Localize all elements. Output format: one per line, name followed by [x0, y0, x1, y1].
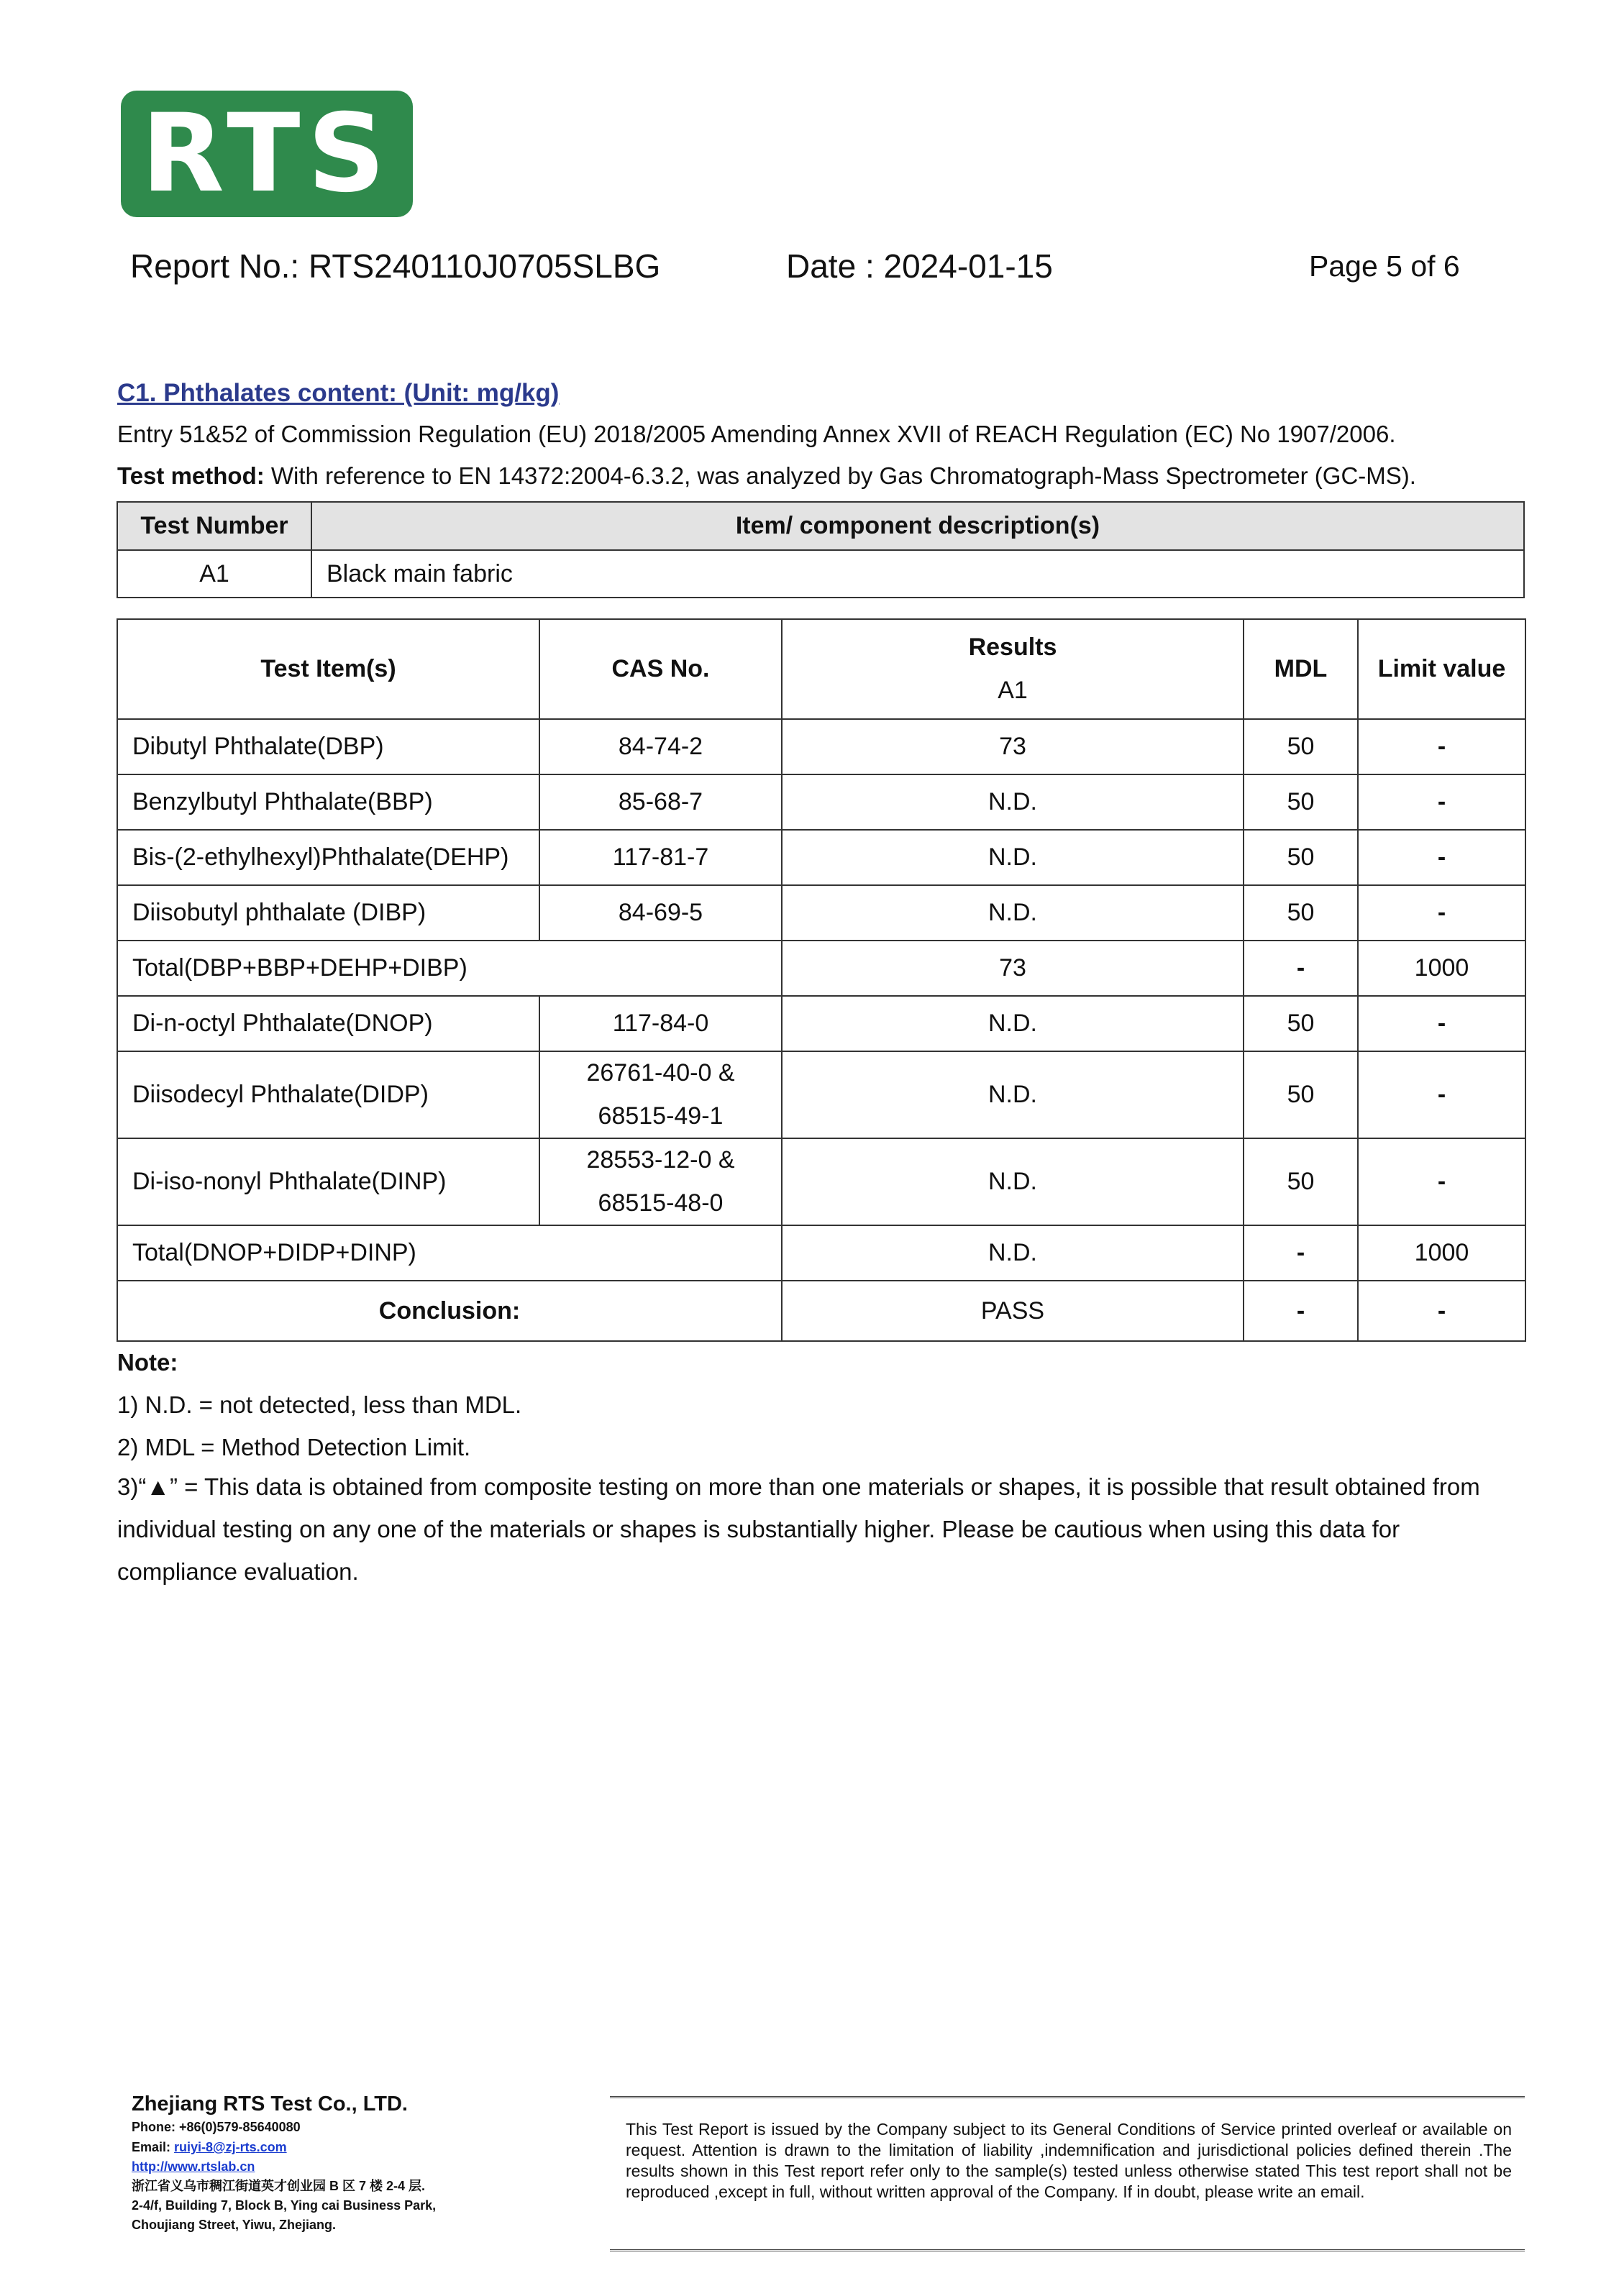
cas-no-line: 26761-40-0 & [586, 1059, 735, 1087]
cas-no: 84-74-2 [539, 719, 782, 774]
result-value: N.D. [782, 885, 1244, 941]
conclusion-mdl: - [1244, 1281, 1358, 1341]
cas-no: 117-81-7 [539, 830, 782, 885]
cas-no-line: 28553-12-0 & [586, 1146, 735, 1174]
cas-no-line: 68515-48-0 [598, 1189, 724, 1217]
result-value: N.D. [782, 996, 1244, 1051]
table-row [117, 1225, 1525, 1281]
page-number: Page 5 of 6 [1309, 250, 1460, 283]
test-item: Diisodecyl Phthalate(DIDP) [117, 1051, 539, 1138]
result-value: N.D. [782, 774, 1244, 830]
conclusion-result: PASS [782, 1281, 1244, 1341]
cas-no: 85-68-7 [539, 774, 782, 830]
cas-no: 117-84-0 [539, 996, 782, 1051]
mdl-value: 50 [1244, 885, 1358, 941]
header-cas-no: CAS No. [539, 619, 782, 719]
cas-no [539, 1138, 782, 1225]
footer-website-link[interactable]: http://www.rtslab.cn [132, 2159, 255, 2174]
results-table [117, 618, 1526, 1342]
report-date: Date : 2024-01-15 [786, 247, 1053, 285]
table-row [117, 550, 1524, 598]
result-value: N.D. [782, 1138, 1244, 1225]
note-2: 2) MDL = Method Detection Limit. [117, 1434, 471, 1460]
mdl-value: - [1244, 1225, 1358, 1281]
conclusion-limit: - [1358, 1281, 1525, 1341]
limit-value: 1000 [1358, 941, 1525, 996]
logo-text: RTS [141, 91, 393, 216]
limit-value: - [1358, 1051, 1525, 1138]
table-row [117, 719, 1525, 774]
mdl-value: 50 [1244, 1138, 1358, 1225]
header-results-sample: A1 [998, 676, 1028, 704]
result-value: 73 [782, 941, 1244, 996]
footer-divider-bottom [610, 2249, 1525, 2251]
sample-table-header [117, 502, 1524, 550]
limit-value: - [1358, 996, 1525, 1051]
test-item-total: Total(DNOP+DIDP+DINP) [117, 1225, 782, 1281]
test-item: Dibutyl Phthalate(DBP) [117, 719, 539, 774]
test-item: Diisobutyl phthalate (DIBP) [117, 885, 539, 941]
mdl-value: 50 [1244, 774, 1358, 830]
footer-address-cn: 浙江省义乌市稠江街道英才创业园 B 区 7 楼 2-4 层. [132, 2179, 426, 2193]
table-row [117, 774, 1525, 830]
header-item-description: Item/ component description(s) [311, 502, 1524, 550]
header-results-label: Results [968, 634, 1057, 661]
footer-disclaimer: This Test Report is issued by the Company subject to its General Conditions of Service printed overleaf or available on request. Attention is drawn to the limitation of liability ,indemnification and jurisdictional policies defined therein .The results shown in this Test report refer only to the sample(s) tested unless otherwise stated This test report shall not be reproduced ,except in full, without written approval of the Company. If in doubt, please write an email. [626, 2120, 1512, 2201]
note-3: 3)“▲” = This data is obtained from composite testing on more than one materials or shapes, it is possible that result obtained from individual testing on any one of the materials or shapes is substantially higher. Please be cautious when using this data for compliance evaluation. [117, 1473, 1480, 1585]
results-table-header [117, 619, 1525, 719]
test-item: Di-iso-nonyl Phthalate(DINP) [117, 1138, 539, 1225]
header-limit-value: Limit value [1358, 619, 1525, 719]
footer-email-line [132, 2141, 287, 2154]
mdl-value: 50 [1244, 719, 1358, 774]
table-row [117, 1138, 1525, 1225]
limit-value: - [1358, 830, 1525, 885]
cas-no [539, 1051, 782, 1138]
mdl-value: 50 [1244, 996, 1358, 1051]
limit-value: - [1358, 885, 1525, 941]
table-row [117, 885, 1525, 941]
conclusion-row [117, 1281, 1525, 1341]
sample-table [117, 501, 1525, 598]
test-item-total: Total(DBP+BBP+DEHP+DIBP) [117, 941, 782, 996]
footer-email-link[interactable]: ruiyi-8@zj-rts.com [174, 2140, 287, 2154]
table-row [117, 1051, 1525, 1138]
footer-address-line2: Choujiang Street, Yiwu, Zhejiang. [132, 2218, 337, 2232]
test-item: Di-n-octyl Phthalate(DNOP) [117, 996, 539, 1051]
footer-email-label: Email: [132, 2140, 175, 2154]
footer-address-line1: 2-4/f, Building 7, Block B, Ying cai Business Park, [132, 2198, 437, 2213]
test-method [117, 462, 1416, 490]
footer-company-name: Zhejiang RTS Test Co., LTD. [132, 2093, 408, 2116]
notes-title: Note: [117, 1349, 178, 1376]
section-title: C1. Phthalates content: (Unit: mg/kg) [117, 379, 560, 407]
limit-value: - [1358, 1138, 1525, 1225]
result-value: N.D. [782, 1051, 1244, 1138]
header-mdl: MDL [1244, 619, 1358, 719]
result-value: N.D. [782, 1225, 1244, 1281]
footer-phone: Phone: +86(0)579-85640080 [132, 2120, 301, 2134]
footer-divider-top [610, 2096, 1525, 2098]
cas-no-line: 68515-49-1 [598, 1102, 724, 1130]
cas-no: 84-69-5 [539, 885, 782, 941]
mdl-value: 50 [1244, 1051, 1358, 1138]
header-test-item: Test Item(s) [117, 619, 539, 719]
sample-test-number: A1 [117, 550, 311, 598]
header-test-number: Test Number [117, 502, 311, 550]
table-row [117, 830, 1525, 885]
mdl-value: - [1244, 941, 1358, 996]
result-value: 73 [782, 719, 1244, 774]
company-logo [121, 91, 413, 217]
limit-value: - [1358, 719, 1525, 774]
test-method-label: Test method: [117, 462, 265, 489]
header-results [782, 619, 1244, 719]
test-item: Benzylbutyl Phthalate(BBP) [117, 774, 539, 830]
conclusion-label: Conclusion: [117, 1281, 782, 1341]
table-row [117, 996, 1525, 1051]
limit-value: 1000 [1358, 1225, 1525, 1281]
result-value: N.D. [782, 830, 1244, 885]
report-number: Report No.: RTS240110J0705SLBG [130, 247, 661, 285]
test-method-text: With reference to EN 14372:2004-6.3.2, was analyzed by Gas Chromatograph-Mass Spectrometer (GC-MS). [264, 462, 1416, 489]
sample-description: Black main fabric [311, 550, 1524, 598]
limit-value: - [1358, 774, 1525, 830]
table-row [117, 941, 1525, 996]
regulation-text: Entry 51&52 of Commission Regulation (EU) 2018/2005 Amending Annex XVII of REACH Regulation (EC) No 1907/2006. [117, 421, 1396, 447]
test-item: Bis-(2-ethylhexyl)Phthalate(DEHP) [117, 830, 539, 885]
mdl-value: 50 [1244, 830, 1358, 885]
note-1: 1) N.D. = not detected, less than MDL. [117, 1391, 522, 1418]
